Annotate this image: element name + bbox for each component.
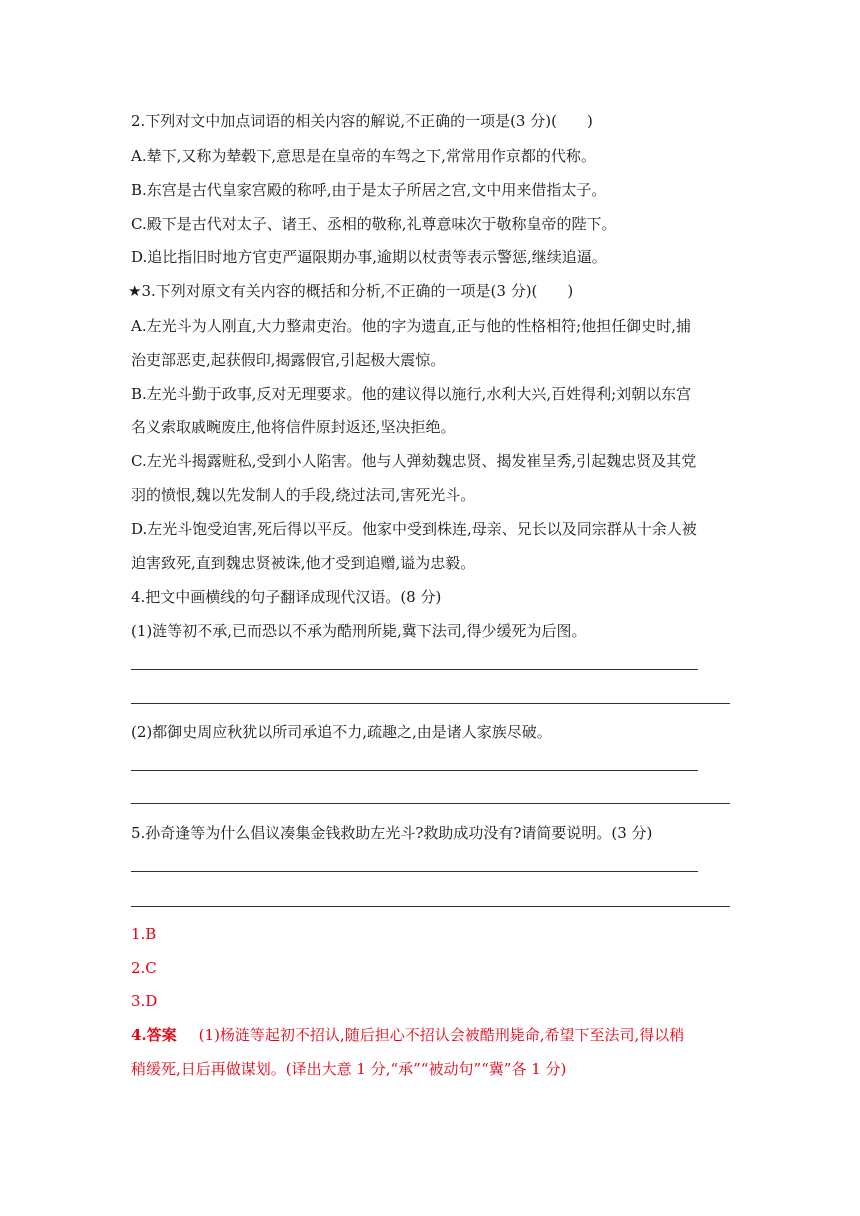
q3-option-b-line1: B.左光斗勤于政事,反对无理要求。他的建议得以施行,水利大兴,百姓得利;刘朝以东宫 xyxy=(131,385,692,403)
q2-stem: 2.下列对文中加点词语的相关内容的解说,不正确的一项是(3 分)( ) xyxy=(131,112,593,130)
answer-line[interactable] xyxy=(131,669,698,670)
q3-option-a-line1: A.左光斗为人刚直,大力整肃吏治。他的字为遗直,正与他的性格相符;他担任御史时,捕 xyxy=(131,317,691,335)
answer-line[interactable] xyxy=(131,803,730,804)
q5-stem: 5.孙奇逢等为什么倡议凑集金钱救助左光斗?救助成功没有?请简要说明。(3 分) xyxy=(131,824,653,842)
q2-option-d: D.追比指旧时地方官吏严逼限期办事,逾期以杖责等表示警惩,继续追逼。 xyxy=(131,248,607,266)
q3-stem-line xyxy=(128,281,573,301)
q4-sentence-2: (2)都御史周应秋犹以所司承追不力,疏趣之,由是诸人家族尽破。 xyxy=(131,723,552,741)
q3-option-a-line2: 治吏部恶吏,起获假印,揭露假官,引起极大震惊。 xyxy=(131,351,446,369)
q3-option-c-line2: 羽的愤恨,魏以先发制人的手段,绕过法司,害死光斗。 xyxy=(131,486,476,504)
answer-line[interactable] xyxy=(131,871,698,872)
q2-option-a: A.辇下,又称为辇毂下,意思是在皇帝的车驾之下,常常用作京都的代称。 xyxy=(131,147,596,165)
answer-line[interactable] xyxy=(131,906,730,907)
answer-line[interactable] xyxy=(131,770,698,771)
q2-option-b: B.东宫是古代皇家宫殿的称呼,由于是太子所居之宫,文中用来借指太子。 xyxy=(131,181,607,199)
q3-option-c-line1: C.左光斗揭露赃私,受到小人陷害。他与人弹劾魏忠贤、揭发崔呈秀,引起魏忠贤及其党 xyxy=(131,452,697,470)
answer-4-label: 4.答案 xyxy=(131,1026,177,1044)
star-icon: ★ xyxy=(128,282,142,300)
q2-option-c: C.殿下是古代对太子、诸王、丞相的敬称,礼尊意味次于敬称皇帝的陛下。 xyxy=(131,215,617,233)
answer-2: 2.C xyxy=(131,959,157,977)
answer-1: 1.B xyxy=(131,925,157,943)
answer-line[interactable] xyxy=(131,703,730,704)
q3-option-d-line2: 迫害致死,直到魏忠贤被诛,他才受到追赠,谥为忠毅。 xyxy=(131,554,476,572)
answer-4-text: (1)杨涟等起初不招认,随后担心不招认会被酷刑毙命,希望下至法司,得以稍 xyxy=(198,1026,685,1044)
answer-3: 3.D xyxy=(131,992,158,1010)
q4-sentence-1: (1)涟等初不承,已而恐以不承为酷刑所毙,冀下法司,得少缓死为后图。 xyxy=(131,622,587,640)
answer-4-line2: 稍缓死,日后再做谋划。(译出大意 1 分,“承”“被动句”“冀”各 1 分) xyxy=(131,1060,567,1078)
q3-stem: 3.下列对原文有关内容的概括和分析,不正确的一项是(3 分)( ) xyxy=(141,282,574,300)
q4-stem: 4.把文中画横线的句子翻译成现代汉语。(8 分) xyxy=(131,588,442,606)
q3-option-d-line1: D.左光斗饱受迫害,死后得以平反。他家中受到株连,母亲、兄长以及同宗群从十余人被 xyxy=(131,520,697,538)
q3-option-b-line2: 名义索取戚畹废庄,他将信件原封返还,坚决拒绝。 xyxy=(131,418,456,436)
answer-4-line1 xyxy=(131,1025,684,1045)
